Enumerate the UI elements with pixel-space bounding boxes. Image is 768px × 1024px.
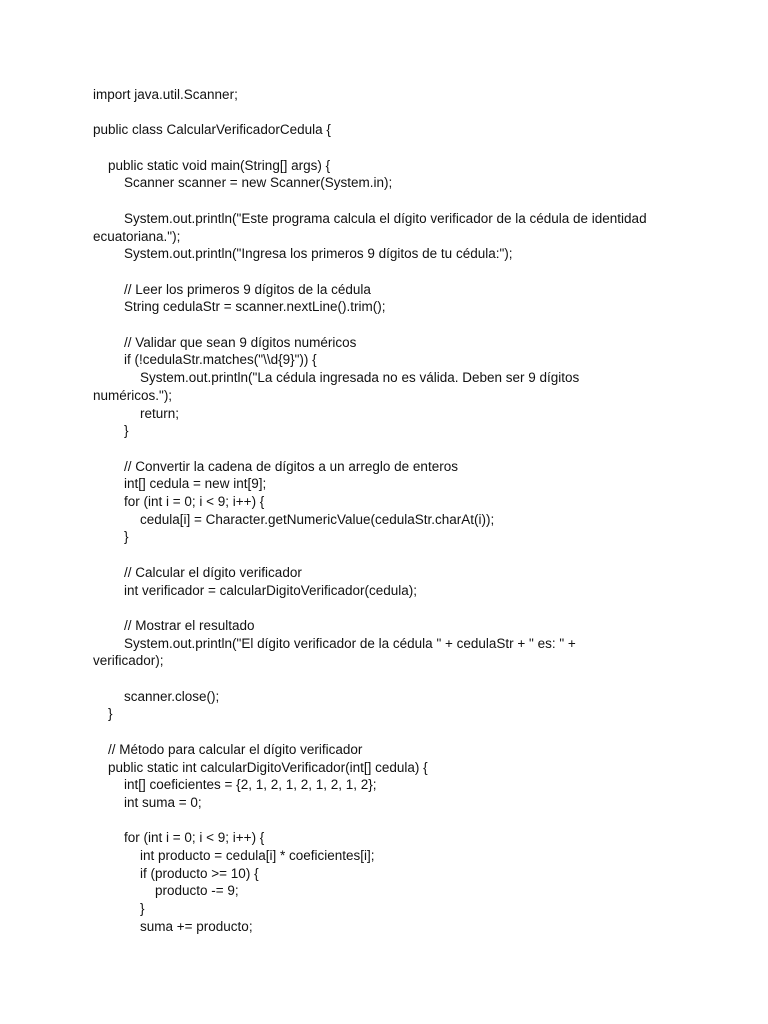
- code-line: for (int i = 0; i < 9; i++) {: [124, 494, 265, 510]
- code-line: }: [140, 901, 145, 917]
- code-line: import java.util.Scanner;: [93, 87, 238, 102]
- blank-line: [93, 139, 683, 157]
- code-line: }: [108, 706, 113, 722]
- blank-line: [93, 812, 683, 830]
- blank-line: [93, 723, 683, 741]
- code-line: int producto = cedula[i] * coeficientes[i];: [140, 848, 375, 864]
- code-line: // Método para calcular el dígito verificador: [108, 741, 363, 757]
- blank-line: [93, 263, 683, 281]
- code-line: int suma = 0;: [124, 794, 202, 810]
- code-line: int[] coeficientes = {2, 1, 2, 1, 2, 1, 2, 1, 2};: [124, 777, 377, 793]
- blank-line: [93, 104, 683, 122]
- code-line: public static void main(String[] args) {: [108, 157, 331, 173]
- code-line: return;: [140, 405, 180, 421]
- blank-line: [93, 546, 683, 564]
- code-line: System.out.println("La cédula ingresada no es válida. Deben ser 9 dígitos: [140, 370, 580, 386]
- code-line: // Calcular el dígito verificador: [124, 564, 302, 580]
- code-line: if (!cedulaStr.matches("\\d{9}")) {: [124, 352, 317, 368]
- code-line: System.out.println("El dígito verificador de la cédula " + cedulaStr + " es: " +: [124, 635, 576, 651]
- code-line: }: [124, 529, 129, 545]
- code-line: // Validar que sean 9 dígitos numéricos: [124, 334, 357, 350]
- code-line: producto -= 9;: [155, 883, 239, 899]
- code-line: Scanner scanner = new Scanner(System.in);: [124, 175, 393, 191]
- code-line: int[] cedula = new int[9];: [124, 476, 267, 492]
- blank-line: [93, 670, 683, 688]
- code-line: ecuatoriana.");: [93, 228, 181, 244]
- code-line: System.out.println("Ingresa los primeros 9 dígitos de tu cédula:");: [124, 246, 513, 262]
- code-line: // Leer los primeros 9 dígitos de la cédula: [124, 281, 371, 297]
- code-line: if (producto >= 10) {: [140, 865, 259, 881]
- code-line: String cedulaStr = scanner.nextLine().trim();: [124, 299, 386, 315]
- java-code-block: [93, 86, 683, 936]
- blank-line: [93, 599, 683, 617]
- code-line: for (int i = 0; i < 9; i++) {: [124, 830, 265, 846]
- code-line: int verificador = calcularDigitoVerificador(cedula);: [124, 582, 418, 598]
- code-line: }: [124, 423, 129, 439]
- code-line: public class CalcularVerificadorCedula {: [93, 122, 331, 138]
- code-line: numéricos.");: [93, 387, 173, 403]
- code-line: suma += producto;: [140, 918, 253, 934]
- blank-line: [93, 316, 683, 334]
- code-line: cedula[i] = Character.getNumericValue(cedulaStr.charAt(i));: [140, 511, 495, 527]
- code-line: System.out.println("Este programa calcula el dígito verificador de la cédula de identidad: [124, 210, 647, 226]
- code-line: verificador);: [93, 653, 164, 669]
- blank-line: [93, 192, 683, 210]
- code-line: public static int calcularDigitoVerificador(int[] cedula) {: [108, 759, 428, 775]
- code-line: // Mostrar el resultado: [124, 617, 255, 633]
- code-line: scanner.close();: [124, 688, 220, 704]
- blank-line: [93, 440, 683, 458]
- code-line: // Convertir la cadena de dígitos a un arreglo de enteros: [124, 458, 458, 474]
